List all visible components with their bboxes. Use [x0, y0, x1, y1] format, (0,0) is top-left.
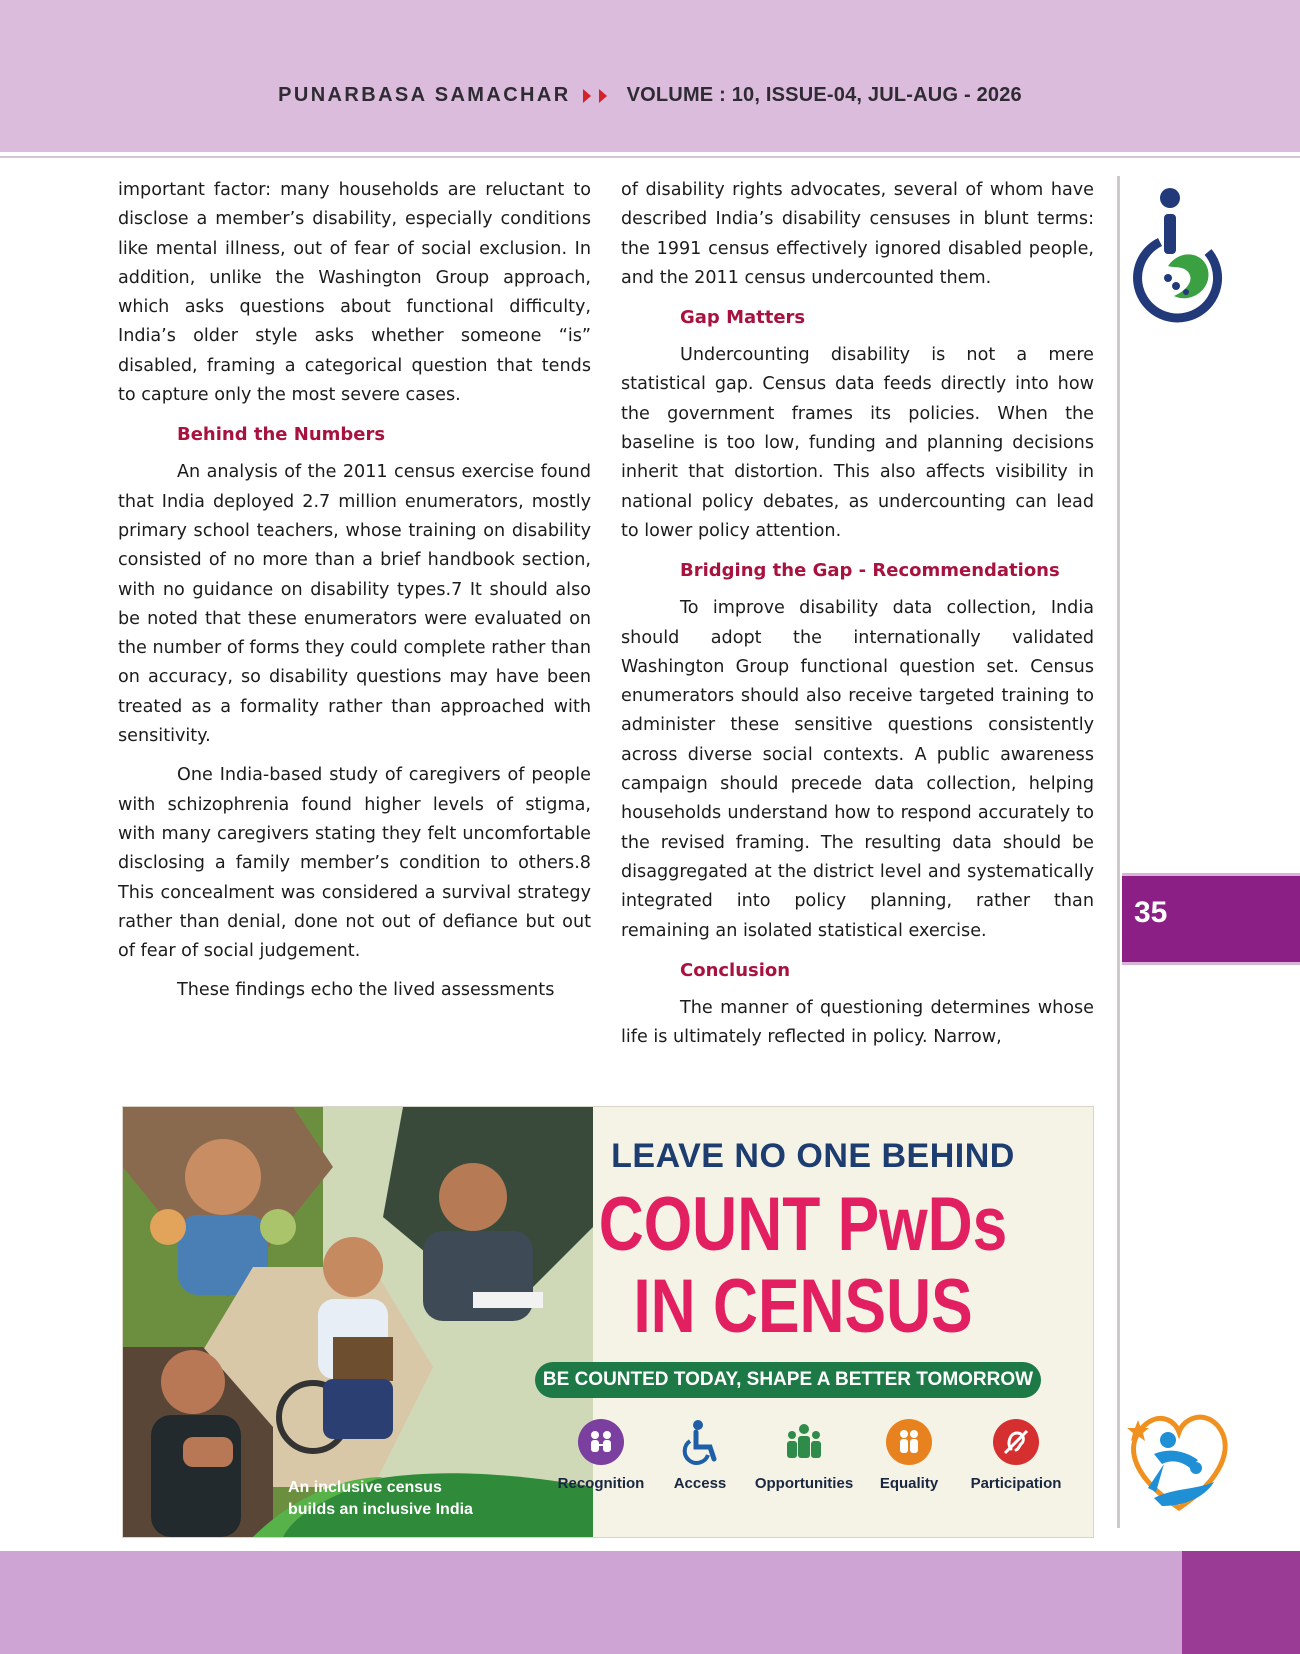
pillar-label: Recognition [557, 1475, 645, 1492]
pillar-opportunities [749, 1419, 859, 1492]
recognition-icon [578, 1419, 624, 1465]
people-icon [781, 1419, 827, 1465]
pillar-participation [961, 1419, 1071, 1492]
equality-icon [886, 1419, 932, 1465]
page-number: 35 [1134, 896, 1168, 929]
campaign-poster [122, 1106, 1094, 1538]
poster-tagline: BE COUNTED TODAY, SHAPE A BETTER TOMORROW [535, 1362, 1041, 1398]
footer-accent [1182, 1551, 1300, 1654]
poster-headline: LEAVE NO ONE BEHIND [611, 1137, 1015, 1175]
sidebar-divider [1117, 176, 1120, 1528]
right-column [621, 176, 1094, 1062]
paragraph: An analysis of the 2011 census exercise found that India deployed 2.7 million enumerators, mostly primary school teachers, whose training on disability consisted of no more than a brief handbook section, with no guidance on disability types.7 It should also be noted that these enumerators were evaluated on the number of forms they could complete rather than on accuracy, so disability questions may have been treated as a formality rather than approached with sensitivity. [118, 462, 591, 747]
page-header [0, 0, 1300, 152]
double-arrow-icon [581, 88, 611, 104]
pillar-label: Access [673, 1475, 727, 1492]
paragraph: These findings echo the lived assessments [177, 980, 555, 1001]
wheelchair-icon [677, 1419, 723, 1465]
poster-title-line-2: IN CENSUS [633, 1264, 973, 1349]
paragraph: To improve disability data collection, India should adopt the internationally validated Washington Group functional question set. Census enumerators should also receive targeted training to administer these sensitive questions consistently across diverse social contexts. A public awareness campaign should precede data collection, helping households understand how to respond accurately to the revised framing. The resulting data should be disaggregated at the district level and systematically integrated into policy planning, rather than remaining an isolated statistical exercise. [621, 598, 1094, 941]
pillar-label: Participation [970, 1475, 1062, 1492]
poster-title-line-1: COUNT PwDs [598, 1182, 1008, 1267]
publication-name: PUNARBASA SAMACHAR [278, 84, 571, 106]
pillar-label: Equality [879, 1475, 939, 1492]
ear-icon [993, 1419, 1039, 1465]
section-heading: Conclusion [680, 959, 791, 981]
pillar-label: Opportunities [754, 1475, 854, 1492]
pillar-recognition [546, 1419, 656, 1492]
pillar-access [645, 1419, 755, 1492]
page-number-tab [1122, 873, 1300, 965]
inclusive-caption [288, 1477, 473, 1521]
page-footer [0, 1551, 1300, 1654]
pillar-equality [854, 1419, 964, 1492]
paragraph: One India-based study of caregivers of people with schizophrenia found higher levels of stigma, with many caregivers stating they felt uncomfortable disclosing a family member’s condition to others.8 This concealment was considered a survival strategy rather than denial, done not out of defiance but out of fear of social judgement. [118, 765, 591, 962]
paragraph: of disability rights advocates, several of whom have described India’s disability censuses in blunt terms: the 1991 census effectively ignored disabled people, and the 2011 census undercounted them. [621, 180, 1094, 288]
issue-info: VOLUME : 10, ISSUE-04, JUL-AUG - 2026 [626, 84, 1022, 106]
section-heading: Gap Matters [680, 307, 806, 329]
inclusion-logo-icon [1124, 1398, 1234, 1520]
left-column [118, 176, 591, 1016]
inclusive-line-1: An inclusive census [288, 1479, 442, 1496]
accessibility-logo-icon [1130, 182, 1230, 330]
section-heading: Behind the Numbers [177, 424, 386, 446]
running-header [0, 84, 1300, 107]
section-heading: Bridging the Gap - Recommendations [680, 560, 1060, 582]
paragraph: The manner of questioning determines whose life is ultimately reflected in policy. Narrow, [621, 997, 1094, 1048]
paragraph: important factor: many households are reluctant to disclose a member’s disability, especially conditions like mental illness, out of fear of social exclusion. In addition, unlike the Washington Group approach, which asks questions about functional difficulty, India’s older style asks whether someone “is” disabled, framing a categorical question that tends to capture only the most severe cases. [118, 180, 591, 406]
header-divider [0, 156, 1300, 158]
inclusive-line-2: builds an inclusive India [288, 1501, 473, 1518]
paragraph: Undercounting disability is not a mere statistical gap. Census data feeds directly into how the government frames its policies. When the baseline is too low, funding and planning decisions inherit that distortion. This also affects visibility in national policy debates, as undercounting can lead to lower policy attention. [621, 345, 1094, 541]
